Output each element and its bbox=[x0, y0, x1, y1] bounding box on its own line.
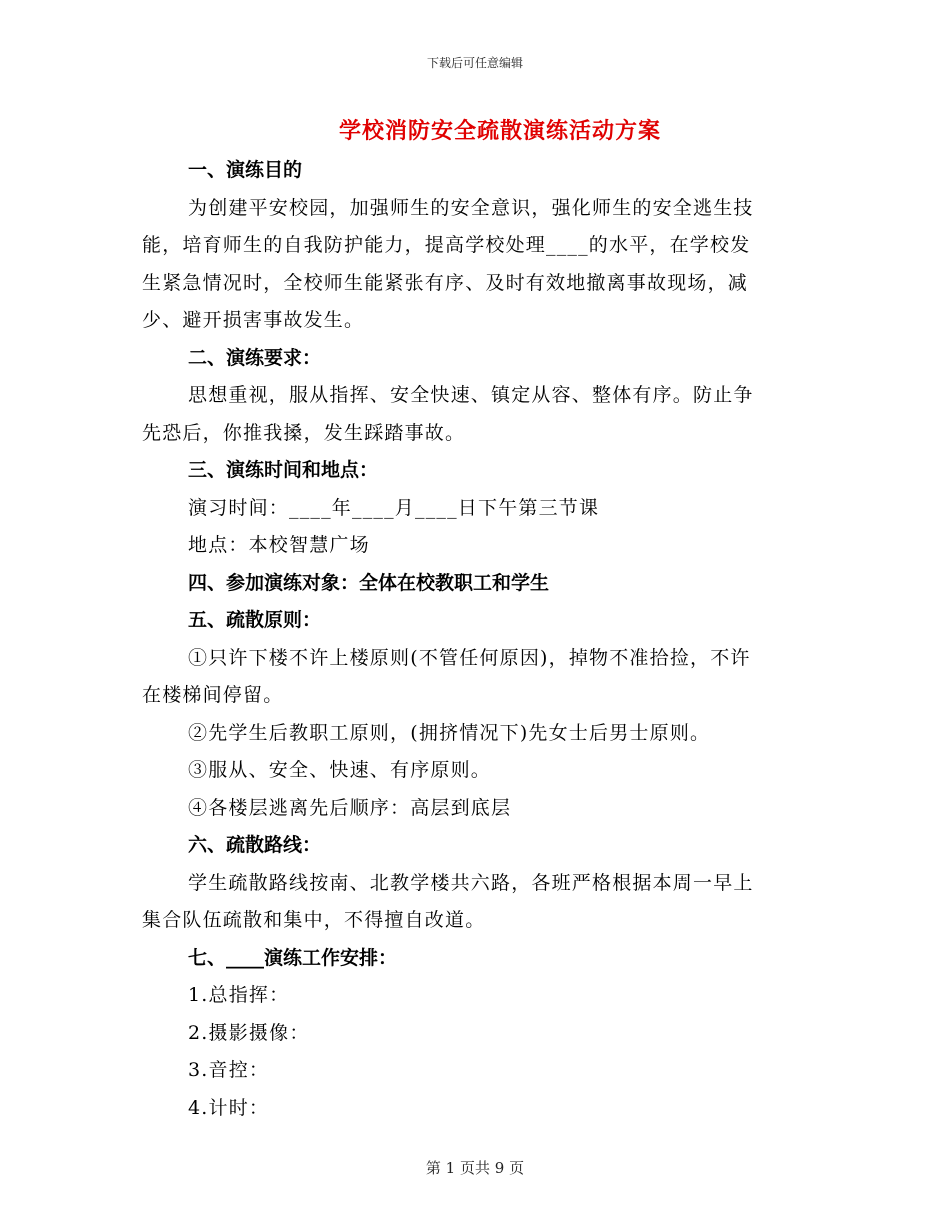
section-heading: 六、疏散路线： bbox=[188, 834, 322, 856]
section-heading: 七、____演练工作安排： bbox=[188, 946, 398, 969]
section-heading: 五、疏散原则： bbox=[188, 609, 322, 631]
principle-item: ②先学生后教职工原则，(拥挤情况下)先女士后男士原则。 bbox=[188, 721, 711, 744]
paragraph-line: 为创建平安校园，加强师生的安全意识，强化师生的安全逃生技 bbox=[188, 196, 754, 219]
drill-time: 演习时间：____年____月____日下午第三节课 bbox=[188, 496, 600, 519]
principle-item: ④各楼层逃离先后顺序：高层到底层 bbox=[188, 796, 512, 819]
paragraph-line: 生紧急情况时，全校师生能紧张有序、及时有效地撤离事故现场，减 bbox=[142, 271, 749, 294]
document-body bbox=[142, 152, 802, 1127]
paragraph-line: 学生疏散路线按南、北教学楼共六路，各班严格根据本周一早上 bbox=[188, 871, 754, 894]
paragraph-line: 先恐后，你推我搡，发生踩踏事故。 bbox=[142, 421, 466, 444]
section-heading: 一、演练目的 bbox=[188, 159, 303, 181]
header-note: 下载后可任意编辑 bbox=[426, 56, 523, 70]
section-heading: 二、演练要求： bbox=[188, 346, 322, 369]
paragraph-line: 集合队伍疏散和集中，不得擅自改道。 bbox=[142, 909, 486, 931]
section-heading: 三、演练时间和地点： bbox=[188, 459, 379, 481]
document-title: 学校消防安全疏散演练活动方案 bbox=[338, 118, 661, 144]
principle-item: ③服从、安全、快速、有序原则。 bbox=[188, 759, 492, 781]
principle-item: 在楼梯间停留。 bbox=[142, 684, 284, 706]
list-item: 2.摄影摄像： bbox=[188, 1021, 310, 1044]
list-item: 4.计时： bbox=[188, 1096, 270, 1119]
list-item: 3.音控： bbox=[188, 1059, 270, 1081]
section-heading: 四、参加演练对象：全体在校教职工和学生 bbox=[188, 571, 550, 594]
drill-location: 地点：本校智慧广场 bbox=[188, 534, 370, 556]
page-footer: 第 1 页共 9 页 bbox=[425, 1159, 525, 1177]
principle-item: ①只许下楼不许上楼原则(不管任何原因)，掉物不准拾捡，不许 bbox=[188, 646, 751, 669]
paragraph-line: 能，培育师生的自我防护能力，提高学校处理____的水平，在学校发 bbox=[142, 234, 751, 256]
list-item: 1.总指挥： bbox=[188, 984, 290, 1006]
paragraph-line: 思想重视，服从指挥、安全快速、镇定从容、整体有序。防止争 bbox=[188, 384, 754, 406]
paragraph-line: 少、避开损害事故发生。 bbox=[142, 309, 365, 331]
